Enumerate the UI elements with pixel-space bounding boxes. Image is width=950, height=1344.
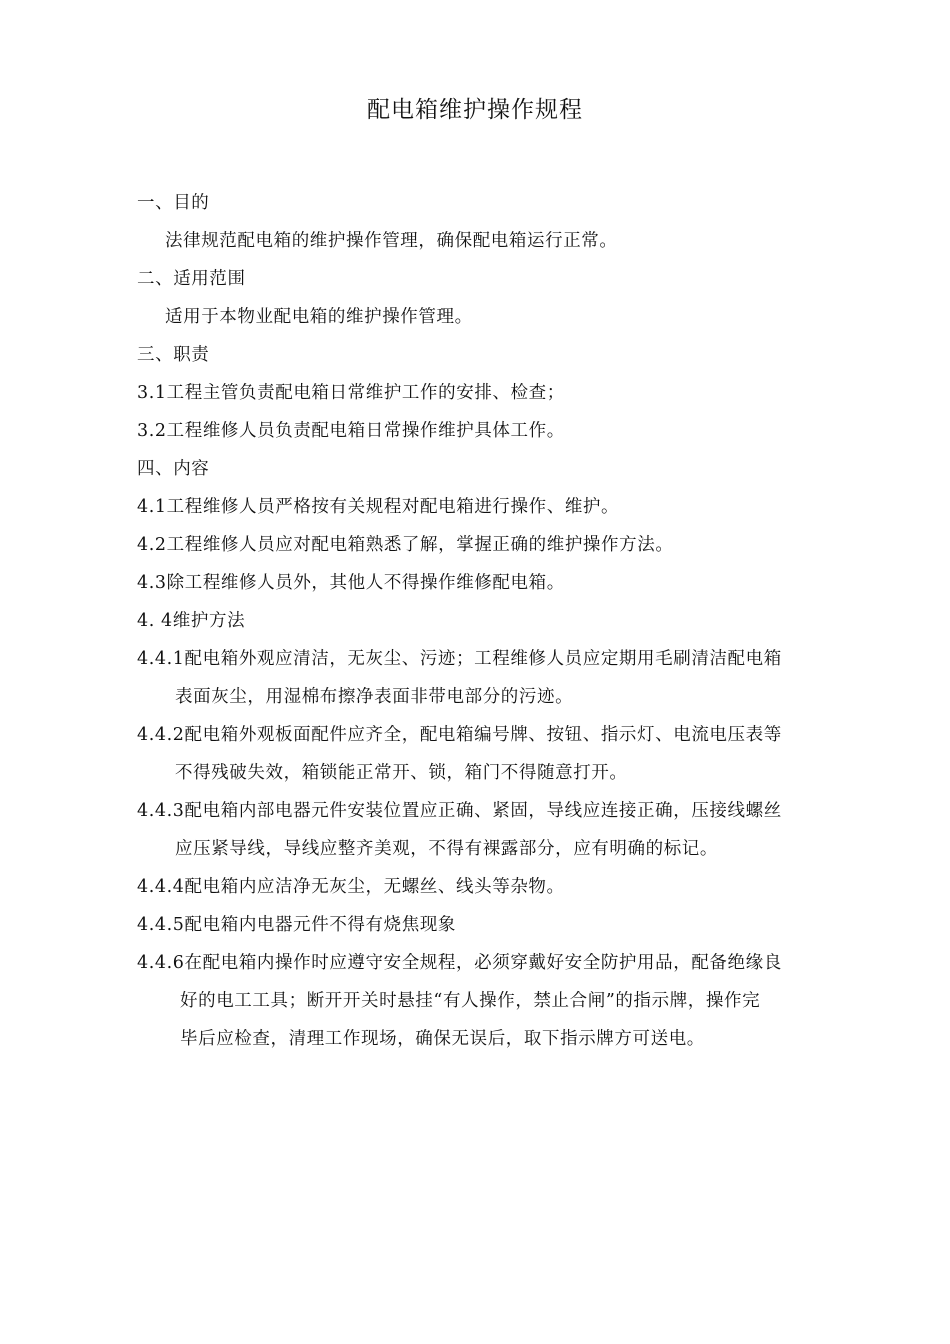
maintenance-subitem-line: 不得残破失效，箱锁能正常开、锁，箱门不得随意打开。 [175,763,628,783]
maintenance-subitem-line: 4.4.1配电箱外观应清洁，无灰尘、污迹；工程维修人员应定期用毛刷清洁配电箱 [137,649,782,669]
content-item: 4.3除工程维修人员外，其他人不得操作维修配电箱。 [137,573,565,593]
maintenance-subitem-line: 4.4.2配电箱外观板面配件应齐全，配电箱编号牌、按钮、指示灯、电流电压表等 [137,725,782,745]
content-item: 4.1工程维修人员严格按有关规程对配电箱进行操作、维护。 [137,497,620,517]
maintenance-subitem-line: 应压紧导线，导线应整齐美观，不得有裸露部分，应有明确的标记。 [175,839,718,859]
section-heading-scope: 二、适用范围 [137,269,246,289]
maintenance-subitem-line: 表面灰尘，用湿棉布擦净表面非带电部分的污迹。 [175,687,574,707]
maintenance-subitem-line: 毕后应检查，清理工作现场，确保无误后，取下指示牌方可送电。 [180,1029,705,1049]
responsibility-item: 3.2工程维修人员负责配电箱日常操作维护具体工作。 [137,421,565,441]
section-heading-purpose: 一、目的 [137,193,210,213]
maintenance-subitem-line: 4.4.4配电箱内应洁净无灰尘，无螺丝、线头等杂物。 [137,877,565,897]
responsibility-item: 3.1工程主管负责配电箱日常维护工作的安排、检查； [137,383,565,403]
maintenance-subitem-line: 4.4.5配电箱内电器元件不得有烧焦现象 [137,915,457,935]
section-heading-content: 四、内容 [137,459,210,479]
section-text-purpose: 法律规范配电箱的维护操作管理，确保配电箱运行正常。 [165,231,618,251]
maintenance-subitem-line: 4.4.3配电箱内部电器元件安装位置应正确、紧固，导线应连接正确，压接线螺丝 [137,801,782,821]
content-item: 4.2工程维修人员应对配电箱熟悉了解，掌握正确的维护操作方法。 [137,535,674,555]
maintenance-subitem-line: 好的电工工具；断开开关时悬挂“有人操作，禁止合闸”的指示牌，操作完 [180,991,761,1011]
section-text-scope: 适用于本物业配电箱的维护操作管理。 [165,307,473,327]
section-heading-responsibilities: 三、职责 [137,345,210,365]
document-title: 配电箱维护操作规程 [367,97,583,123]
maintenance-subitem-line: 4.4.6在配电箱内操作时应遵守安全规程，必须穿戴好安全防护用品，配备绝缘良 [137,953,782,973]
content-item-maintenance-method: 4. 4维护方法 [137,611,246,631]
